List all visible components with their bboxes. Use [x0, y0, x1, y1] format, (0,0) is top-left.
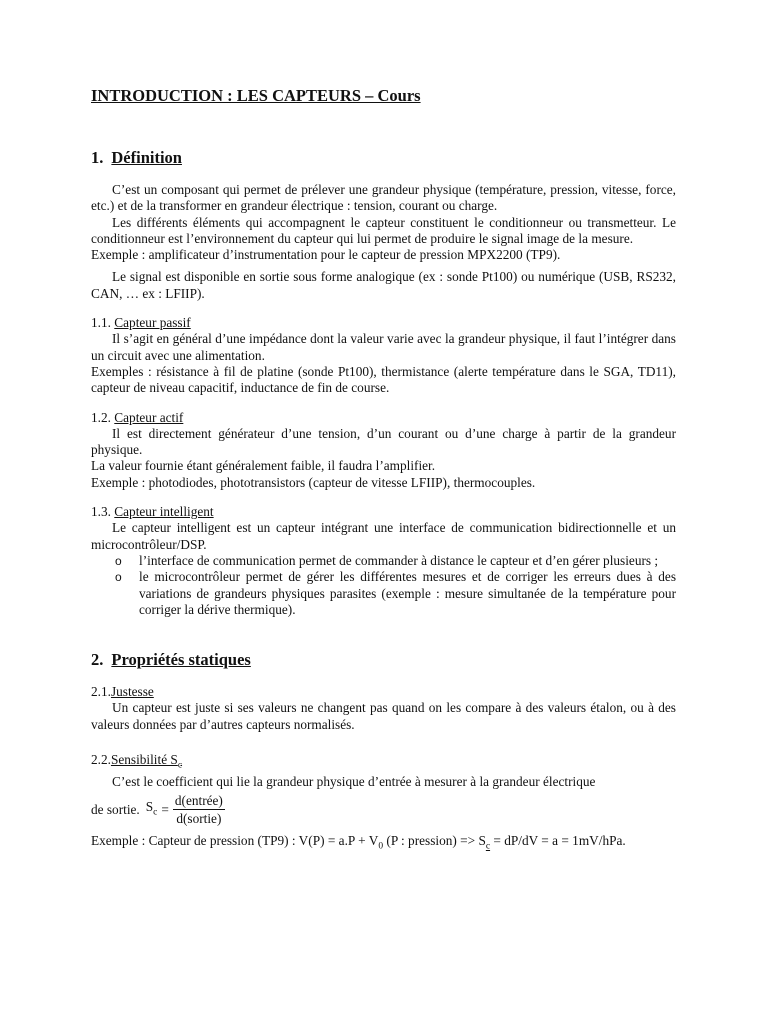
section-2-heading [91, 650, 676, 670]
subsection-2-2 [91, 752, 676, 855]
sensitivity-example: Exemple : Capteur de pression (TP9) : $V(P) = a.P + V_0$ (P : pression) => $S_c = dP/dV = a = 1mV/hPa$. [91, 833, 626, 852]
subsection-1-1 [91, 315, 676, 396]
smart-sensor-paragraph: Le capteur intelligent est un capteur intégrant une interface de communication bidirectionnelle et un microcontrôleur/DSP. [91, 520, 676, 552]
subsection-1-1-number: 1.1. [91, 315, 111, 331]
formula-numerator: d(entrée) [174, 793, 223, 809]
list-item: o le microcontrôleur permet de gérer les différentes mesures et de corriger les erreurs dues à des variations de grandeurs physiques parasites (exemple : mesure simultanée de la température pour corriger la dérive thermique). [115, 569, 676, 618]
document-page [91, 86, 676, 855]
subsection-2-1-heading [91, 684, 676, 700]
formula-lhs: $S_c$ [145, 798, 158, 818]
definition-paragraph-2: Les différents éléments qui accompagnent le capteur constituent le conditionneur ou transmetteur. Le conditionneur est l’environnement du capteur qui lui permet de produire le signal image de la mesure. [91, 214, 676, 246]
section-1-number: 1. [91, 148, 104, 167]
subsection-1-2-number: 1.2. [91, 409, 111, 425]
definition-paragraph-1: C’est un composant qui permet de prélever une grandeur physique (température, pression, vitesse, force, etc.) et de la transformer en grandeur électrique : tension, courant ou charge. [91, 182, 676, 214]
passive-sensor-paragraph: Il s’agit en général d’une impédance dont la valeur varie avec la grandeur physique, il faut l’intégrer dans un circuit avec une alimentation. [91, 331, 676, 363]
accuracy-paragraph: Un capteur est juste si ses valeurs ne changent pas quand on les compare à des valeurs étalon, ou à des valeurs données par d’autres capteurs normalisés. [91, 700, 676, 732]
subsection-2-1-number: 2.1. [91, 684, 111, 700]
formula-equals: = [161, 801, 169, 817]
active-sensor-amplify: La valeur fournie étant généralement faible, il faudra l’amplifier. [91, 458, 436, 474]
definition-example: Exemple : amplificateur d’instrumentation pour le capteur de pression MPX2200 (TP9). [91, 247, 561, 263]
smart-sensor-bullet-list [91, 553, 676, 618]
section-1-heading [91, 148, 676, 168]
formula-denominator: d(sortie) [176, 811, 222, 827]
section-1-title: Définition [111, 148, 182, 167]
subsection-1-3-heading [91, 504, 676, 520]
subsection-1-3 [91, 504, 676, 618]
subsection-2-1-title: Justesse [110, 684, 154, 700]
subsection-1-1-heading [91, 315, 676, 331]
subsection-1-1-title: Capteur passif [114, 315, 191, 331]
definition-paragraph-signal: Le signal est disponible en sortie sous forme analogique (ex : sonde Pt100) ou numérique (USB, RS232, CAN, … ex : LFIIP). [91, 269, 676, 301]
passive-sensor-examples: Exemples : résistance à fil de platine (sonde Pt100), thermistance (alerte température dans le SGA, TD11), capteur de niveau capacitif, inductance de fin de course. [91, 363, 676, 396]
subsection-2-2-title: Sensibilité $S_c$ [110, 752, 183, 771]
subsection-1-2-title: Capteur actif [114, 409, 184, 425]
document-title: INTRODUCTION : LES CAPTEURS – Cours [91, 86, 421, 105]
subsection-1-2-heading [91, 410, 676, 426]
formula-prefix: de sortie. [91, 801, 140, 817]
section-2-number: 2. [91, 650, 104, 670]
subsection-2-2-number: 2.2. [91, 752, 111, 768]
subsection-1-3-number: 1.3. [91, 504, 111, 520]
subsection-2-2-heading [91, 752, 676, 774]
subsection-1-3-title: Capteur intelligent [114, 504, 214, 520]
active-sensor-examples: Exemple : photodiodes, phototransistors (capteur de vitesse LFIIP), thermocouples. [91, 474, 536, 490]
active-sensor-paragraph: Il est directement générateur d’une tension, d’un courant ou d’une charge à partir de la grandeur physique. [91, 425, 676, 458]
subsection-1-2 [91, 410, 676, 491]
section-2-title: Propriétés statiques [111, 650, 251, 670]
sensitivity-paragraph: C’est le coefficient qui lie la grandeur physique d’entrée à mesurer à la grandeur électrique [112, 773, 596, 789]
subsection-2-1 [91, 684, 676, 733]
formula-fraction [173, 792, 225, 827]
list-item: o l’interface de communication permet de commander à distance le capteur et d’en gérer plusieurs ; [115, 553, 676, 569]
sensitivity-formula [91, 792, 676, 827]
